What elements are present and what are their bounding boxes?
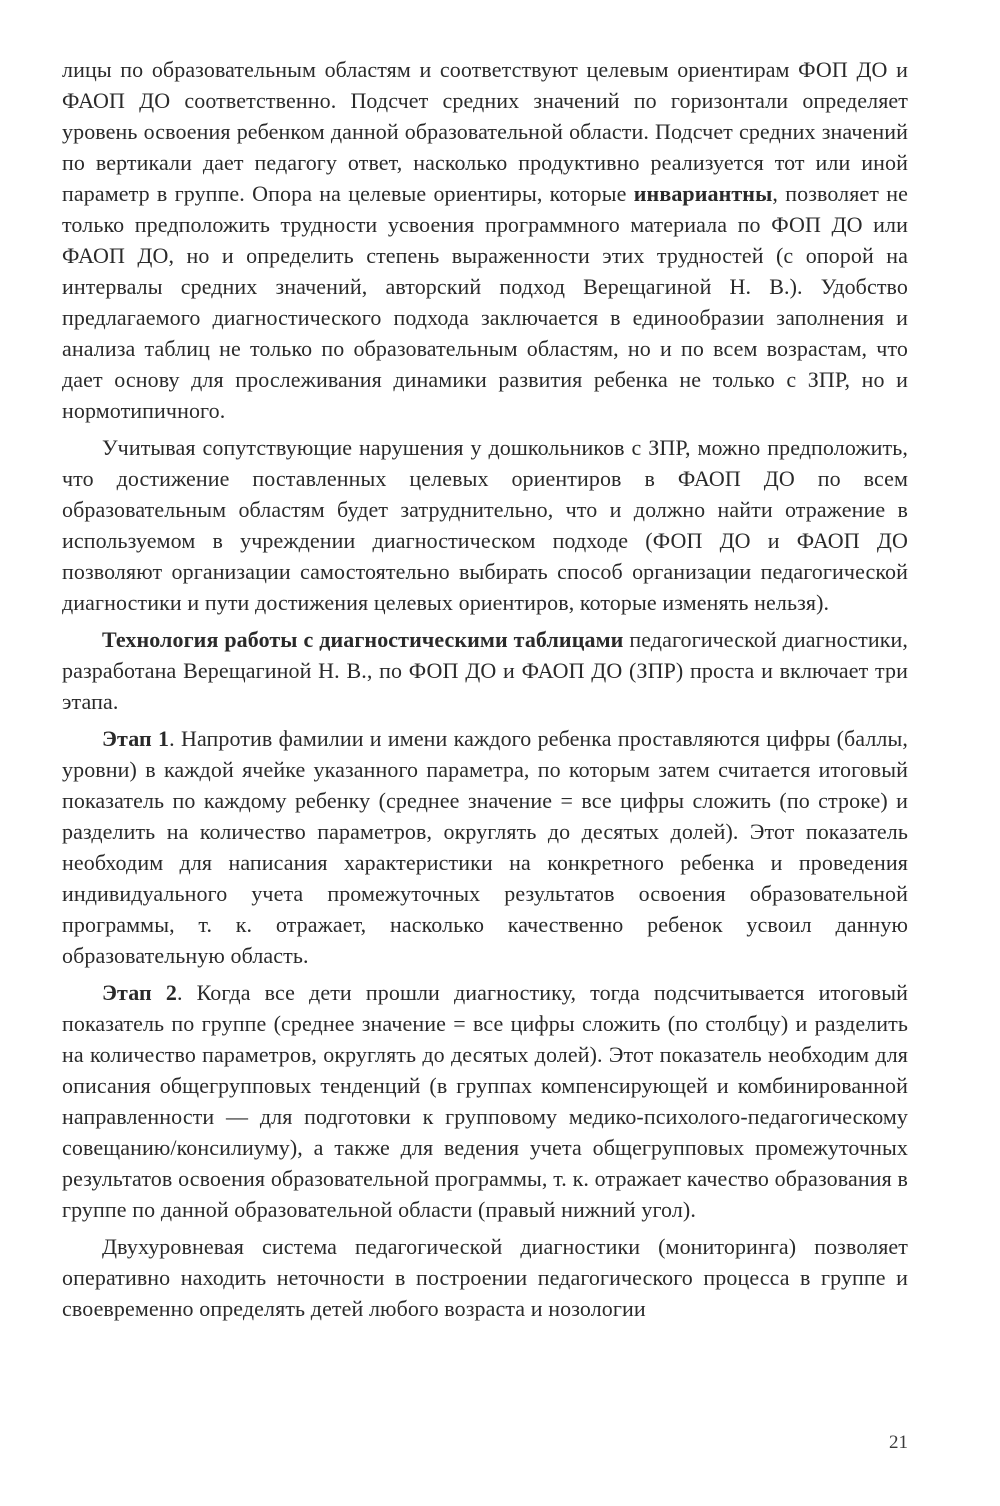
paragraph-6: [62, 1231, 908, 1324]
p5-bold-stage-2: Этап 2: [102, 980, 177, 1005]
paragraph-1: [62, 54, 908, 426]
paragraph-3: [62, 624, 908, 717]
p1-text-1: лицы по образовательным областям и соответствуют целевым ориентирам ФОП ДО и ФАОП ДО соответственно. Подсчет средних значений по горизонтали определяет уровень освоения ребенком данной образовательной области. Подсчет средних значений по вертикали дает педагогу ответ, насколько продуктивно реализуется тот или иной параметр в группе. Опора на целевые ориентиры, которые: [62, 57, 908, 206]
page-number: 21: [889, 1432, 908, 1453]
paragraph-4-stage-1: [62, 723, 908, 971]
paragraph-5-stage-2: [62, 977, 908, 1225]
p2-text-1: Учитывая сопутствующие нарушения у дошкольников с ЗПР, можно предположить, что достижение поставленных целевых ориентиров в ФАОП ДО по всем образовательным областям будет затруднительно, что и должно найти отражение в используемом в учреждении диагностическом подходе (ФОП ДО и ФАОП ДО позволяют организации самостоятельно выбирать способ организации педагогической диагностики и пути достижения целевых ориентиров, которые изменять нельзя).: [62, 435, 908, 615]
p3-bold-technology: Технология работы с диагностическими таблицами: [102, 627, 624, 652]
p3-text-1: педагогической диагностики, разработана Верещагиной Н. В., по ФОП ДО и ФАОП ДО (ЗПР) проста и включает три этапа.: [62, 627, 908, 714]
paragraph-2: [62, 432, 908, 618]
p6-text-1: Двухуровневая система педагогической диагностики (мониторинга) позволяет оперативно находить неточности в построении педагогического процесса в группе и своевременно определять детей любого возраста и нозологии: [62, 1234, 908, 1321]
p1-text-2: , позволяет не только предположить трудности усвоения программного материала по ФОП ДО или ФАОП ДО, но и определить степень выраженности этих трудностей (с опорой на интервалы средних значений, авторский подход Верещагиной Н. В.). Удобство предлагаемого диагностического подхода заключается в единообразии заполнения и анализа таблиц не только по образовательным областям, но и по всем возрастам, что дает основу для прослеживания динамики развития ребенка не только с ЗПР, но и нормотипичного.: [62, 181, 908, 423]
p5-text-1: . Когда все дети прошли диагностику, тогда подсчитывается итоговый показатель по группе (среднее значение = все цифры сложить (по столбцу) и разделить на количество параметров, округлять до десятых долей). Этот показатель необходим для описания общегрупповых тенденций (в группах компенсирующей и комбинированной направленности — для подготовки к групповому медико-психолого-педагогическому совещанию/консилиуму), а также для ведения учета общегрупповых промежуточных результатов освоения образовательной программы, т. к. отражает качество образования в группе по данной образовательной области (правый нижний угол).: [62, 980, 908, 1222]
p1-bold-invariant: инвариантны: [633, 181, 773, 206]
p4-text-1: . Напротив фамилии и имени каждого ребенка проставляются цифры (баллы, уровни) в каждой ячейке указанного параметра, по которым затем считается итоговый показатель по каждому ребенку (среднее значение = все цифры сложить (по строке) и разделить на количество параметров, округлять до десятых долей). Этот показатель необходим для написания характеристики на конкретного ребенка и проведения индивидуального учета промежуточных результатов освоения образовательной программы, т. к. отражает, насколько качественно ребенок усвоил данную образовательную область.: [62, 726, 908, 968]
p4-bold-stage-1: Этап 1: [102, 726, 170, 751]
page-body: [62, 54, 908, 1330]
